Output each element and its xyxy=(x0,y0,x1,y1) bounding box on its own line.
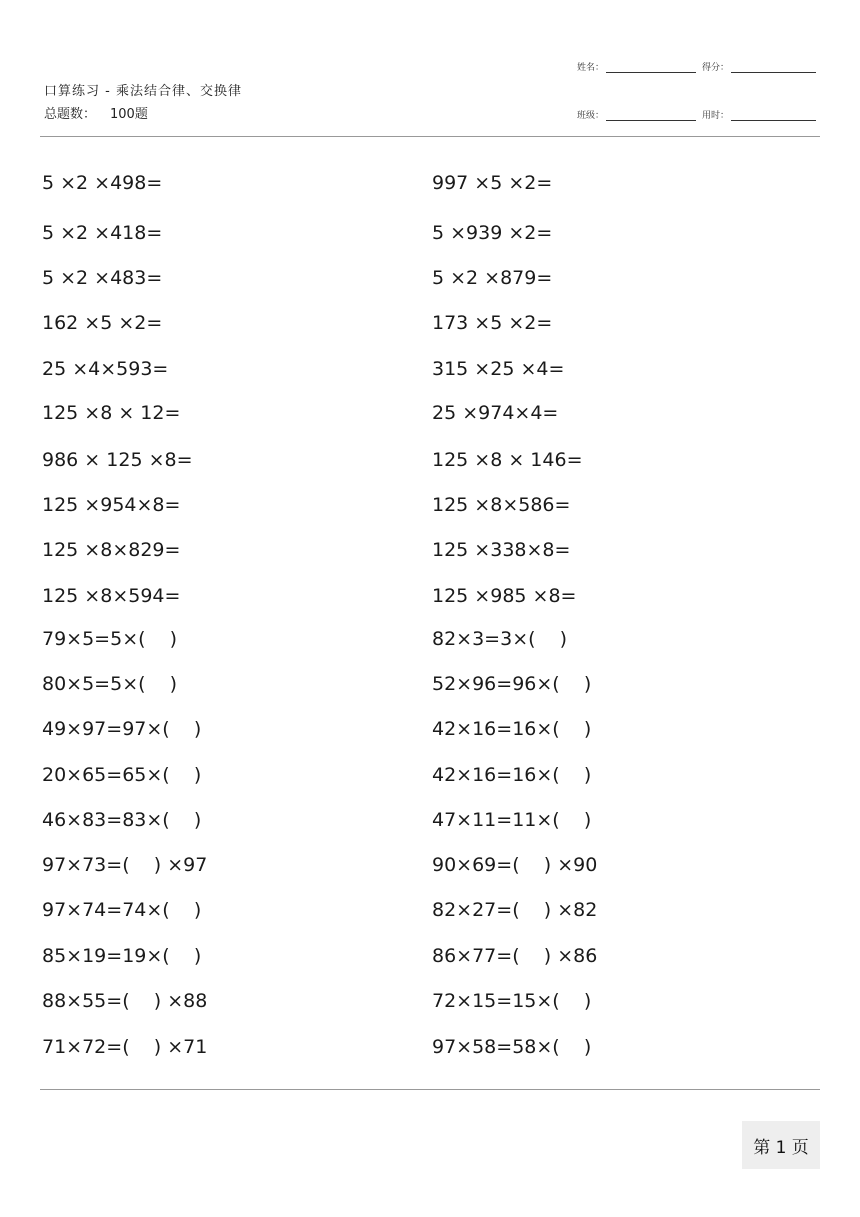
math-problem: 125 ×8×594= xyxy=(42,585,181,607)
score-field-label: 得分： xyxy=(702,63,730,73)
page-number: 第 1 页 xyxy=(742,1121,820,1169)
score-field xyxy=(702,60,816,73)
math-problem: 97×74=74×( ) xyxy=(42,899,202,921)
name-field-label: 姓名： xyxy=(577,63,605,73)
class-field xyxy=(577,108,696,121)
math-problem: 5 ×2 ×879= xyxy=(432,267,553,289)
math-problem: 125 ×8×586= xyxy=(432,494,571,516)
score-field-line xyxy=(731,63,816,73)
math-problem: 79×5=5×( ) xyxy=(42,628,178,650)
class-field-label: 班级： xyxy=(577,111,605,121)
math-problem: 42×16=16×( ) xyxy=(432,764,592,786)
math-problem: 5 ×939 ×2= xyxy=(432,222,553,244)
math-problem: 5 ×2 ×418= xyxy=(42,222,163,244)
math-problem: 97×58=58×( ) xyxy=(432,1036,592,1058)
math-problem: 82×3=3×( ) xyxy=(432,628,568,650)
math-problem: 125 ×8 × 12= xyxy=(42,402,181,424)
time-field-label: 用时： xyxy=(702,111,730,121)
math-problem: 125 ×954×8= xyxy=(42,494,181,516)
math-problem: 5 ×2 ×498= xyxy=(42,172,163,194)
math-problem: 46×83=83×( ) xyxy=(42,809,202,831)
math-problem: 72×15=15×( ) xyxy=(432,990,592,1012)
worksheet-title: 口算练习 - 乘法结合律、交换律 xyxy=(44,84,242,99)
total-count-value: 100题 xyxy=(110,107,148,122)
time-field-line xyxy=(731,111,816,121)
class-field-line xyxy=(606,111,696,121)
total-count-label: 总题数： xyxy=(44,107,97,122)
math-problem: 315 ×25 ×4= xyxy=(432,358,565,380)
math-problem: 90×69=( ) ×90 xyxy=(432,854,598,876)
math-problem: 82×27=( ) ×82 xyxy=(432,899,598,921)
math-problem: 125 ×338×8= xyxy=(432,539,571,561)
math-problem: 25 ×974×4= xyxy=(432,402,559,424)
math-problem: 162 ×5 ×2= xyxy=(42,312,163,334)
math-problem: 986 × 125 ×8= xyxy=(42,449,193,471)
math-problem: 125 ×8×829= xyxy=(42,539,181,561)
math-problem: 5 ×2 ×483= xyxy=(42,267,163,289)
total-count xyxy=(44,103,148,122)
math-problem: 20×65=65×( ) xyxy=(42,764,202,786)
math-problem: 25 ×4×593= xyxy=(42,358,169,380)
math-problem: 42×16=16×( ) xyxy=(432,718,592,740)
header-divider xyxy=(40,136,820,137)
math-problem: 88×55=( ) ×88 xyxy=(42,990,208,1012)
time-field xyxy=(702,108,816,121)
math-problem: 85×19=19×( ) xyxy=(42,945,202,967)
math-problem: 173 ×5 ×2= xyxy=(432,312,553,334)
name-field xyxy=(577,60,696,73)
math-problem: 47×11=11×( ) xyxy=(432,809,592,831)
math-problem: 86×77=( ) ×86 xyxy=(432,945,598,967)
footer-divider xyxy=(40,1089,820,1090)
name-field-line xyxy=(606,63,696,73)
math-problem: 125 ×8 × 146= xyxy=(432,449,583,471)
math-problem: 997 ×5 ×2= xyxy=(432,172,553,194)
math-problem: 52×96=96×( ) xyxy=(432,673,592,695)
math-problem: 71×72=( ) ×71 xyxy=(42,1036,208,1058)
math-problem: 80×5=5×( ) xyxy=(42,673,178,695)
math-problem: 49×97=97×( ) xyxy=(42,718,202,740)
math-problem: 125 ×985 ×8= xyxy=(432,585,577,607)
math-problem: 97×73=( ) ×97 xyxy=(42,854,208,876)
